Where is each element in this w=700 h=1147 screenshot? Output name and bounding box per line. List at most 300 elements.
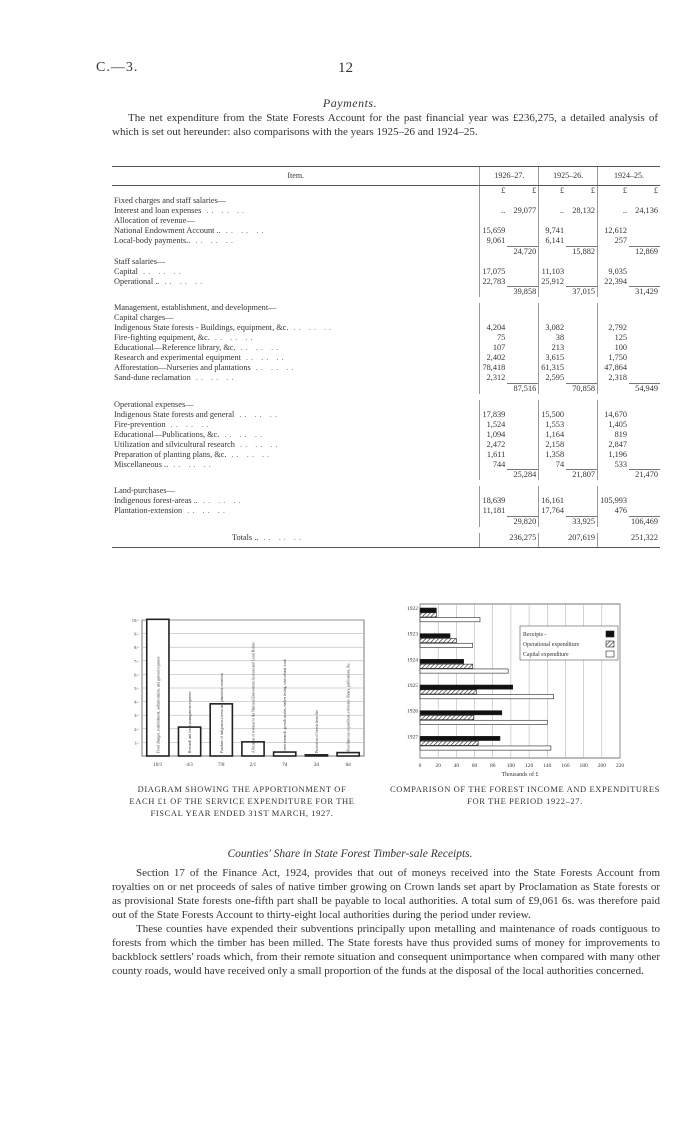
detail-amount <box>598 246 629 257</box>
detail-amount <box>480 287 507 298</box>
leader-dots: .. .. .. <box>159 276 206 286</box>
leader-dots: .. .. .. <box>234 409 280 419</box>
subtotal-amount <box>507 400 538 410</box>
detail-amount <box>539 216 566 226</box>
row-label <box>112 287 480 298</box>
detail-amount <box>480 216 507 226</box>
subtotal-amount <box>629 313 660 323</box>
bar-description: Fixed charges, establishment, administration, and general expenses <box>156 656 161 753</box>
row-label <box>112 470 480 481</box>
subtotal-amount: 12,869 <box>629 246 660 257</box>
capital-expenditure-bar <box>420 695 554 699</box>
subtotal-amount <box>629 303 660 313</box>
leader-dots: .. .. .. <box>219 429 265 439</box>
subtotal-amount <box>566 267 597 277</box>
row-label <box>112 216 480 226</box>
row-label <box>112 533 480 548</box>
subtotal-amount <box>629 277 660 287</box>
currency-symbol: £ <box>590 186 596 195</box>
row-label <box>112 323 480 333</box>
subtotal-amount: 54,949 <box>629 383 660 394</box>
row-label <box>112 303 480 313</box>
detail-amount: 22,394 <box>598 277 629 287</box>
detail-amount: 2,595 <box>539 373 566 383</box>
bar-value-label: 2/1 <box>249 763 257 768</box>
detail-amount <box>539 400 566 410</box>
detail-amount: 14,670 <box>598 410 629 420</box>
capital-expenditure-bar <box>420 669 508 673</box>
detail-amount <box>480 516 507 527</box>
table-row <box>112 450 660 460</box>
subtotal-amount <box>566 226 597 236</box>
subtotal-amount <box>507 486 538 496</box>
subtotal-amount <box>629 323 660 333</box>
row-label-text: Capital charges— <box>114 313 174 322</box>
x-tick-label: 80 <box>489 763 496 769</box>
x-tick-label: 100 <box>506 763 516 769</box>
x-tick-label: 160 <box>561 763 570 769</box>
table-row <box>112 303 660 313</box>
table-row <box>112 383 660 394</box>
detail-amount: .. <box>598 206 629 216</box>
table-row <box>112 430 660 440</box>
table-row <box>112 287 660 298</box>
subtotal-amount <box>566 410 597 420</box>
subtotal-amount <box>507 420 538 430</box>
table-row <box>112 460 660 470</box>
y-tick-label: 10/- <box>131 618 139 623</box>
row-label <box>112 313 480 323</box>
subtotal-amount <box>507 196 538 206</box>
detail-amount <box>539 313 566 323</box>
y-tick-label: 7/- <box>134 658 139 664</box>
table-row <box>112 506 660 516</box>
subtotal-amount <box>566 313 597 323</box>
x-tick-label: 220 <box>615 763 625 769</box>
subtotal-amount: 87,516 <box>507 383 538 394</box>
detail-amount <box>598 400 629 410</box>
subtotal-amount <box>629 506 660 516</box>
subtotal-amount: 236,275 <box>507 533 538 548</box>
row-label <box>112 400 480 410</box>
subtotal-amount <box>629 257 660 267</box>
table-row <box>112 226 660 236</box>
detail-amount <box>480 196 507 206</box>
table-row <box>112 343 660 353</box>
currency-symbol: £ <box>598 186 629 197</box>
currency-symbol: £ <box>480 186 507 197</box>
detail-amount: 4,204 <box>480 323 507 333</box>
leader-dots: .. .. .. <box>165 419 212 429</box>
subtotal-amount <box>507 277 538 287</box>
detail-amount: 2,312 <box>480 373 507 383</box>
detail-amount: 47,864 <box>598 363 629 373</box>
row-label <box>112 486 480 496</box>
detail-amount: 1,094 <box>480 430 507 440</box>
detail-amount <box>598 533 629 548</box>
row-label-text: Utilization and silvicultural research <box>114 439 235 449</box>
detail-amount: 744 <box>480 460 507 470</box>
subtotal-amount: 70,858 <box>566 383 597 394</box>
detail-amount: 16,161 <box>539 496 566 506</box>
income-expenditure-chart <box>396 596 654 782</box>
header-1926-27: 1926–27. <box>480 167 539 186</box>
table-row <box>112 277 660 287</box>
row-label-text: Local-body payments.. <box>114 236 191 245</box>
subtotal-amount: 251,322 <box>629 533 660 548</box>
detail-amount: 2,318 <box>598 373 629 383</box>
subtotal-amount <box>507 440 538 450</box>
currency-row <box>112 186 660 197</box>
row-label <box>112 506 480 516</box>
subtotal-amount: 25,284 <box>507 470 538 481</box>
detail-amount <box>480 486 507 496</box>
subtotal-amount <box>629 343 660 353</box>
table-row <box>112 323 660 333</box>
subtotal-amount <box>507 450 538 460</box>
detail-amount <box>480 313 507 323</box>
row-label <box>112 206 480 216</box>
table-row <box>112 410 660 420</box>
subtotal-amount <box>566 236 597 246</box>
header-1924-25: 1924–25. <box>598 167 660 186</box>
row-label <box>112 450 480 460</box>
y-tick-label: 8/- <box>134 645 139 651</box>
operational-expenditure-bar <box>420 715 474 719</box>
leader-dots: .. .. .. <box>220 226 267 235</box>
subtotal-amount: 31,429 <box>629 287 660 298</box>
operational-expenditure-bar <box>420 638 456 642</box>
year-label: 1925 <box>407 683 418 689</box>
leader-dots: .. .. .. <box>190 373 237 382</box>
subtotal-amount <box>629 420 660 430</box>
counties-title: Counties' Share in State Forest Timber-sale Receipts. <box>227 848 473 860</box>
subtotal-amount <box>566 400 597 410</box>
row-label-text: National Endowment Account .. <box>114 226 221 235</box>
receipts-bar <box>420 659 464 663</box>
report-code: C.—3. <box>96 60 139 75</box>
y-tick-label: 3/- <box>134 713 139 719</box>
subtotal-amount <box>629 353 660 363</box>
detail-amount: 61,315 <box>539 363 566 373</box>
detail-amount: 22,783 <box>480 277 507 287</box>
detail-amount: 74 <box>539 460 566 470</box>
detail-amount <box>598 383 629 394</box>
subtotal-amount: 29,077 <box>513 206 537 215</box>
detail-amount: 9,061 <box>480 236 507 246</box>
page-number: 12 <box>338 60 353 76</box>
detail-amount: 2,158 <box>539 440 566 450</box>
subtotal-amount: 21,470 <box>629 470 660 481</box>
table-row <box>112 420 660 430</box>
subtotal-amount <box>507 303 538 313</box>
header-item: Item. <box>112 167 480 186</box>
detail-amount <box>480 303 507 313</box>
capital-expenditure-bar <box>420 618 480 622</box>
detail-amount <box>598 216 629 226</box>
receipts-bar <box>420 634 450 638</box>
table-row <box>112 267 660 277</box>
leader-dots: .. .. .. <box>240 353 287 362</box>
payments-intro-text: The net expenditure from the State Forests Account for the past financial year was £236,275, a detailed analysis of which is set out hereunder: also comparisons with the years 1925–26 and 1924–25. <box>112 112 658 138</box>
subtotal-amount <box>629 226 660 236</box>
detail-amount <box>480 533 507 548</box>
detail-amount: 2,402 <box>480 353 507 363</box>
subtotal-amount <box>566 277 597 287</box>
subtotal-amount <box>566 460 597 470</box>
detail-amount <box>480 400 507 410</box>
bar-description: Purchase of indigenous forests and plantation extension <box>219 672 224 753</box>
row-label-text: Indigenous State forests and general <box>114 409 235 419</box>
detail-amount <box>480 257 507 267</box>
row-label <box>112 410 480 420</box>
row-label-text: Plantation-extension <box>114 506 183 515</box>
x-tick-label: 140 <box>543 763 552 769</box>
row-label-text: Staff salaries— <box>114 256 166 266</box>
subtotal-amount <box>629 400 660 410</box>
row-label-text: Fixed charges and staff salaries— <box>114 196 227 205</box>
subtotal-amount: 15,882 <box>566 246 597 257</box>
subtotal-amount <box>629 430 660 440</box>
capital-expenditure-bar <box>420 746 551 750</box>
detail-amount: 213 <box>539 343 566 353</box>
table-row <box>112 440 660 450</box>
y-tick-label: 6/- <box>134 672 139 678</box>
detail-amount <box>598 287 629 298</box>
income-expenditure-caption: COMPARISON OF THE FOREST INCOME AND EXPENDITURES FOR THE PERIOD 1922–27. <box>390 784 660 806</box>
legend-swatch <box>606 641 614 647</box>
leader-dots: .. .. .. <box>190 236 236 245</box>
row-label <box>112 460 480 470</box>
row-label-text: Preparation of planting plans, &c. <box>114 449 227 459</box>
row-label-text: Land-purchases— <box>114 486 175 495</box>
detail-amount: 1,611 <box>480 450 507 460</box>
x-tick-label: 200 <box>597 763 606 769</box>
subtotal-amount: 106,469 <box>631 516 658 526</box>
subtotal-amount <box>629 236 660 246</box>
detail-amount: 6,141 <box>539 236 566 246</box>
subtotal-amount <box>629 496 660 506</box>
row-label <box>112 196 480 206</box>
x-tick-label: 40 <box>453 763 460 769</box>
detail-amount: 105,993 <box>598 496 629 506</box>
leader-dots: .. .. .. <box>234 439 281 449</box>
leader-dots: .. .. .. <box>258 532 305 542</box>
detail-amount: 1,196 <box>598 450 629 460</box>
subtotal-amount <box>507 216 538 226</box>
subtotal-amount <box>507 430 538 440</box>
row-label <box>112 353 480 363</box>
receipts-bar <box>420 711 502 715</box>
subtotal-amount <box>629 440 660 450</box>
operational-expenditure-bar <box>420 741 478 745</box>
counties-paragraph-2: These counties have expended their subventions principally upon metalling and maintenance of roads contiguous to forests from which the timber has been milled. The State forests have thus provided sums of money for improvements to backblock settlers' roads which, from their remote situation and consequent unimportance when compared with many other county roads, would have received only a small proportion of the funds at the disposal of the local authorities concerned. <box>112 923 660 977</box>
detail-amount <box>598 486 629 496</box>
subtotal-amount <box>629 486 660 496</box>
subtotal-amount <box>566 216 597 226</box>
subtotal-amount <box>507 313 538 323</box>
table-row <box>112 246 660 257</box>
table-header-row <box>112 167 660 186</box>
counties-paragraph-1: Section 17 of the Finance Act, 1924, provides that out of moneys received into the State Forests Account from royalties on or net proceeds of sales of native timber growing on Crown lands set apart by Proclamation as State forests or as provisional State forests one-fifth part shall be payable to local authorities. A total sum of £9,061 6s. was therefore paid out of the State Forests Account to thirty-eight local authorities during the period under review. <box>112 867 660 921</box>
payments-title: Payments. <box>322 96 378 110</box>
bar-description: Miscellaneous expenditure, reference library, publications, &c. <box>346 662 351 753</box>
apportionment-chart <box>112 608 374 778</box>
operational-expenditure-bar <box>420 613 436 617</box>
subtotal-amount <box>507 353 538 363</box>
detail-amount: 533 <box>598 460 629 470</box>
leader-dots: .. .. .. <box>168 459 214 469</box>
detail-amount: 17,839 <box>480 410 507 420</box>
legend-label: Receipts - <box>523 632 547 638</box>
row-label <box>112 343 480 353</box>
row-label-text: Operational expenses— <box>114 399 194 409</box>
table-row <box>112 470 660 481</box>
detail-amount: 3,615 <box>539 353 566 363</box>
subtotal-amount <box>507 267 538 277</box>
row-label-text: Afforestation—Nurseries and plantations <box>114 363 251 372</box>
bar-description: Forest research, growth studies, timber testing, silvicultural work <box>283 659 288 753</box>
subtotal-amount <box>629 460 660 470</box>
subtotal-amount <box>629 196 660 206</box>
row-label <box>112 236 480 246</box>
legend-swatch <box>606 651 614 657</box>
subtotal-amount <box>566 486 597 496</box>
bar-description: Allocation of revenue to the National Endowment Account and Local Bodies <box>251 642 256 753</box>
detail-amount <box>539 516 566 527</box>
subtotal-amount <box>629 363 660 373</box>
subtotal-amount <box>566 333 597 343</box>
table-row <box>112 196 660 206</box>
detail-amount: 257 <box>598 236 629 246</box>
table-row <box>112 236 660 246</box>
row-label-text: Fire-fighting equipment, &c. <box>114 333 210 342</box>
year-label: 1926 <box>407 708 418 715</box>
detail-amount <box>598 313 629 323</box>
row-label <box>112 373 480 383</box>
subtotal-amount: 21,807 <box>566 470 597 481</box>
bar-value-label: 7d <box>282 763 288 768</box>
detail-amount <box>539 533 566 548</box>
year-label: 1923 <box>407 631 418 638</box>
detail-amount: 1,358 <box>539 450 566 460</box>
row-label-text: Totals .. <box>232 532 259 542</box>
row-label-text: Management, establishment, and development— <box>114 303 277 312</box>
y-tick-label: 2/- <box>134 726 139 732</box>
detail-amount: 18,639 <box>480 496 507 506</box>
header-1925-26: 1925–26. <box>539 167 598 186</box>
table-row <box>112 313 660 323</box>
subtotal-amount <box>629 267 660 277</box>
row-label <box>112 246 480 257</box>
x-tick-label: 0 <box>418 763 422 769</box>
currency-symbol: £ <box>653 186 658 195</box>
row-label-text: Fire-prevention <box>114 419 166 429</box>
x-tick-label: 120 <box>524 763 534 769</box>
detail-amount <box>598 303 629 313</box>
subtotal-amount <box>566 440 597 450</box>
subtotal-amount <box>566 373 597 383</box>
detail-amount: 38 <box>539 333 566 343</box>
bar-value-label: 6d <box>345 763 351 768</box>
x-tick-label: 180 <box>579 763 588 769</box>
detail-amount <box>539 383 566 394</box>
table-row <box>112 373 660 383</box>
detail-amount: 819 <box>598 430 629 440</box>
bar-value-label: 2d <box>313 763 319 768</box>
detail-amount: 107 <box>480 343 507 353</box>
subtotal-amount <box>566 343 597 353</box>
row-label <box>112 363 480 373</box>
subtotal-amount <box>566 323 597 333</box>
subtotal-amount <box>566 363 597 373</box>
legend-swatch <box>606 631 614 637</box>
year-label: 1924 <box>407 657 418 664</box>
detail-amount: 9,741 <box>539 226 566 236</box>
row-label-text: Allocation of revenue— <box>114 216 195 225</box>
legend-label: Capital expenditure <box>523 652 569 658</box>
subtotal-amount <box>629 333 660 343</box>
detail-amount: 1,553 <box>539 420 566 430</box>
y-tick-label: 4/- <box>134 699 139 705</box>
detail-amount: 100 <box>598 343 629 353</box>
row-label <box>112 333 480 343</box>
detail-amount: 2,472 <box>480 440 507 450</box>
subtotal-amount: 29,820 <box>507 516 538 527</box>
detail-amount <box>539 196 566 206</box>
detail-amount: 25,912 <box>539 277 566 287</box>
subtotal-amount: 207,619 <box>566 533 597 548</box>
bar-value-label: 7/8 <box>218 763 225 768</box>
table-row <box>112 363 660 373</box>
bar-value-label: 10/1 <box>153 763 163 768</box>
detail-amount: 12,612 <box>598 226 629 236</box>
row-label <box>112 383 480 394</box>
subtotal-amount <box>629 410 660 420</box>
detail-amount: .. <box>539 206 566 216</box>
detail-amount: 17,075 <box>480 267 507 277</box>
x-tick-label: 60 <box>471 763 478 769</box>
detail-amount: 75 <box>480 333 507 343</box>
detail-amount: 2,792 <box>598 323 629 333</box>
leader-dots: .. .. .. <box>201 206 247 215</box>
row-label <box>112 440 480 450</box>
table-row <box>112 516 660 527</box>
table-row <box>112 353 660 363</box>
subtotal-amount <box>507 410 538 420</box>
detail-amount: 9,035 <box>598 267 629 277</box>
operational-expenditure-bar <box>420 664 473 668</box>
subtotal-amount <box>507 343 538 353</box>
row-label-text: Sand-dune reclamation <box>114 373 191 382</box>
table-row <box>112 486 660 496</box>
y-tick-label: 1/- <box>134 740 139 746</box>
subtotal-amount <box>566 196 597 206</box>
table-row <box>112 496 660 506</box>
row-label-text: Operational .. <box>114 276 160 286</box>
detail-amount <box>539 486 566 496</box>
subtotal-amount: 37,015 <box>566 287 597 298</box>
row-label <box>112 277 480 287</box>
subtotal-amount: 33,925 <box>566 516 597 527</box>
detail-amount: 1,405 <box>598 420 629 430</box>
subtotal-amount <box>629 373 660 383</box>
detail-amount: 1,750 <box>598 353 629 363</box>
bar <box>305 755 327 756</box>
x-axis-label: Thousands of £ <box>501 772 539 778</box>
currency-blank <box>112 186 480 197</box>
table-row <box>112 257 660 267</box>
